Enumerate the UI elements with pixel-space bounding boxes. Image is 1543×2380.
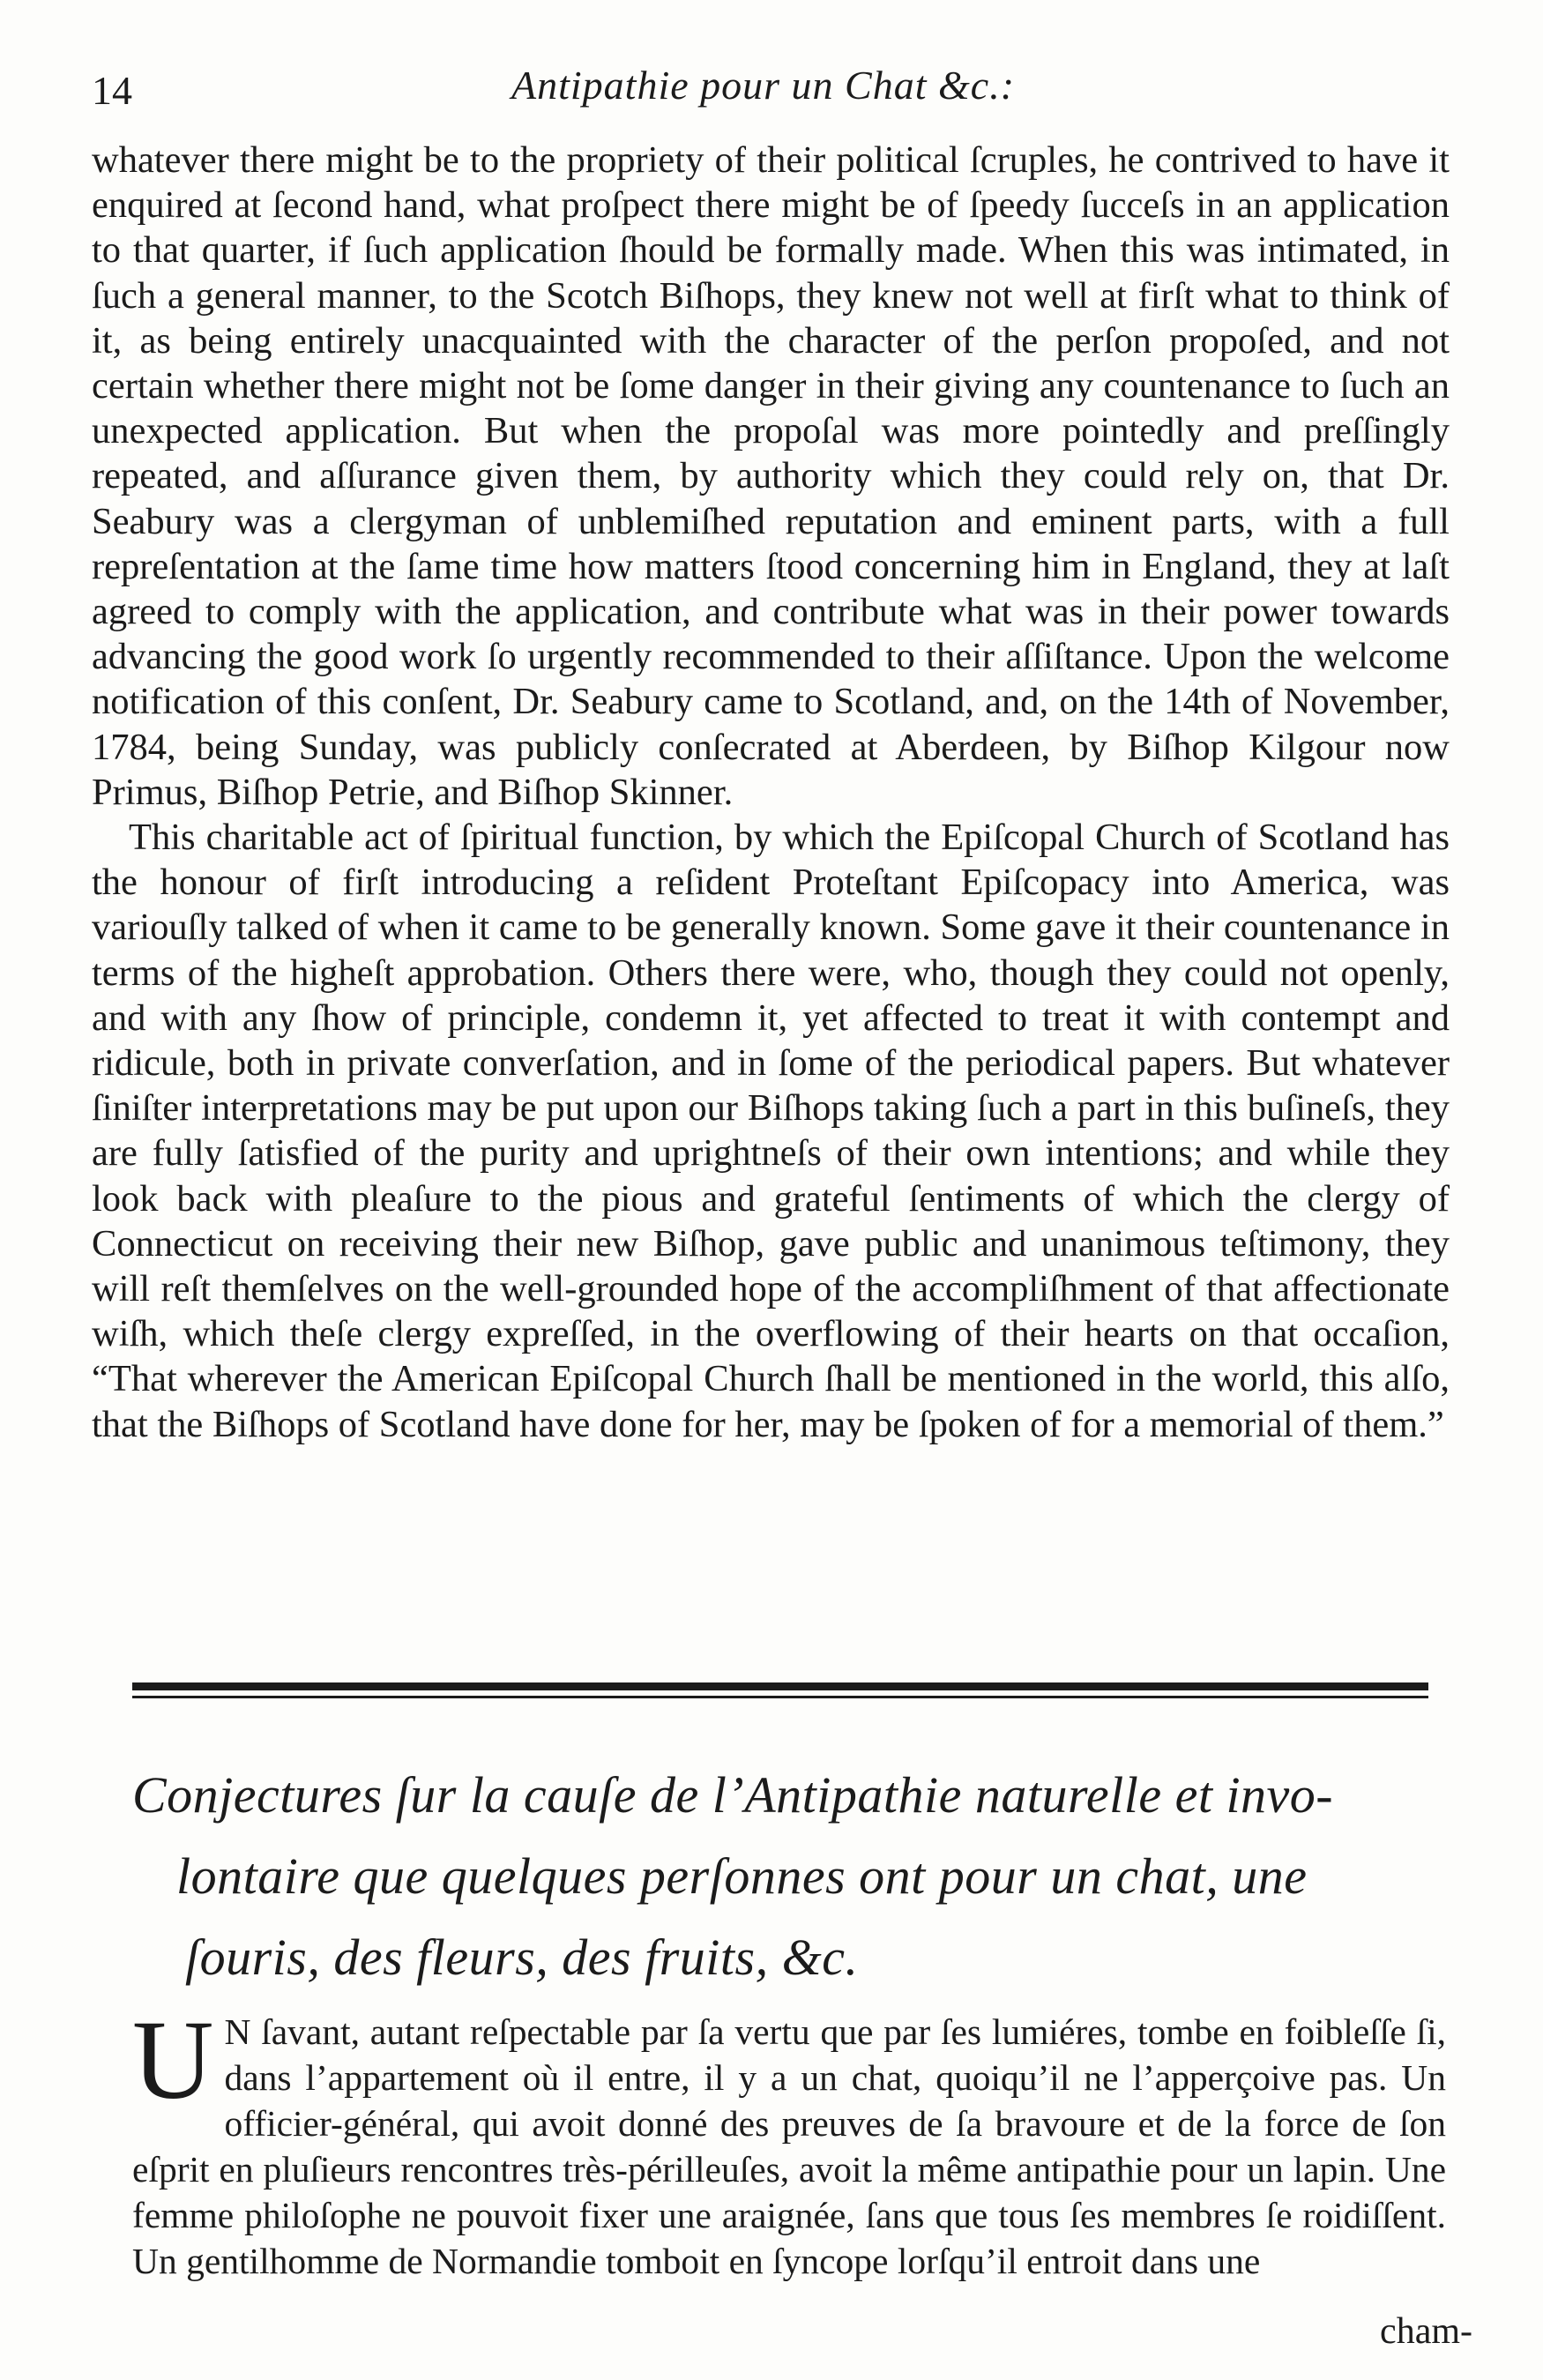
heading-line: ſouris, des fleurs, des fruits, &c. — [185, 1929, 859, 1986]
section-heading — [132, 1755, 1446, 1998]
running-head — [88, 51, 1446, 131]
section-opening-paragraph — [132, 1997, 1446, 2284]
opening-text: N ſavant, autant reſpectable par ſa vertu que par ſes lumiéres, tombe en foibleſſe ſi, dans l’appartement où il entre, il y a un chat, quoiqu’il ne l’apperçoive pas. Un officier-général, qui avoit donné des preuves de ſa bravoure et de la force de ſon eſprit en pluſieurs rencontres très-périlleuſes, avoit la même antipathie pour un lapin. Une femme philoſophe ne pouvoit fixer une araignée, ſans que tous ſes membres ſe roidiſſent. Un gentilhomme de Normandie tomboit en ſyncope lorſqu’il entroit dans une — [132, 2011, 1446, 2281]
paragraph-charitable-act: This charitable act of ſpiritual function, by which the Epiſcopal Church of Scotland has the honour of firſt introducing a reſident Proteſtant Epiſcopacy into America, was variouſly talked of when it came to be generally known. Some gave it their countenance in terms of the higheſt approbation. Others there were, who, though they could not openly, and with any ſhow of principle, condemn it, yet affected to treat it with contempt and ridicule, both in private converſation, and in ſome of the periodical papers. But whatever ſiniſter interpretations may be put upon our Biſhops taking ſuch a part in this buſineſs, they are fully ſatisfied of the purity and uprightneſs of their own intentions; and while they look back with pleaſure to the pious and grateful ſentiments of which the clergy of Connecticut on receiving their new Biſhop, gave public and unanimous teſtimony, they will reſt themſelves on the well-grounded hope of the accompliſhment of that affectionate wiſh, which theſe clergy expreſſed, in the overflowing of their hearts on that occaſion, “That wherever the American Epiſcopal Church ſhall be mentioned in the world, this alſo, that the Biſhops of Scotland have done for her, may be ſpoken of for a memorial of them.” — [92, 817, 1450, 1445]
page-number: 14 — [92, 68, 132, 113]
paragraph-seabury-consecration: whatever there might be to the propriety of their political ſcruples, he contrived to have it enquired at ſecond hand, what proſpect there might be of ſpeedy ſucceſs in an application to that quarter, if ſuch application ſhould be formally made. When this was intimated, in ſuch a general manner, to the Scotch Biſhops, they knew not well at firſt what to think of it, as being entirely unacquainted with the character of the perſon propoſed, and not certain whether there might not be ſome danger in their giving any countenance to ſuch an unexpected application. But when the propoſal was more pointedly and preſſingly repeated, and aſſurance given them, by authority which they could rely on, that Dr. Seabury was a clergyman of unblemiſhed reputation and eminent parts, with a full repreſentation at the ſame time how matters ſtood concerning him in England, they at laſt agreed to comply with the application, and contribute what was in their power towards advancing the good work ſo urgently recommended to their aſſiſtance. Upon the welcome notification of this conſent, Dr. Seabury came to Scotland, and, on the 14th of November, 1784, being Sunday, was publicly conſecrated at Aberdeen, by Biſhop Kilgour now Primus, Biſhop Petrie, and Biſhop Skinner. — [92, 139, 1450, 813]
heading-line: Conjectures ſur la cauſe de l’Antipathie naturelle et invo- — [132, 1766, 1334, 1824]
divider-thin-rule — [132, 1696, 1428, 1698]
drop-cap: U — [132, 1997, 214, 2123]
section-divider — [132, 1682, 1428, 1698]
catchword: cham- — [1380, 2311, 1472, 2352]
heading-line: lontaire que quelques perſonnes ont pour un chat, une — [176, 1847, 1308, 1905]
running-title: Antipathie pour un Chat &c.: — [511, 63, 1016, 108]
divider-thick-rule — [132, 1682, 1428, 1690]
body-text — [92, 138, 1450, 1447]
